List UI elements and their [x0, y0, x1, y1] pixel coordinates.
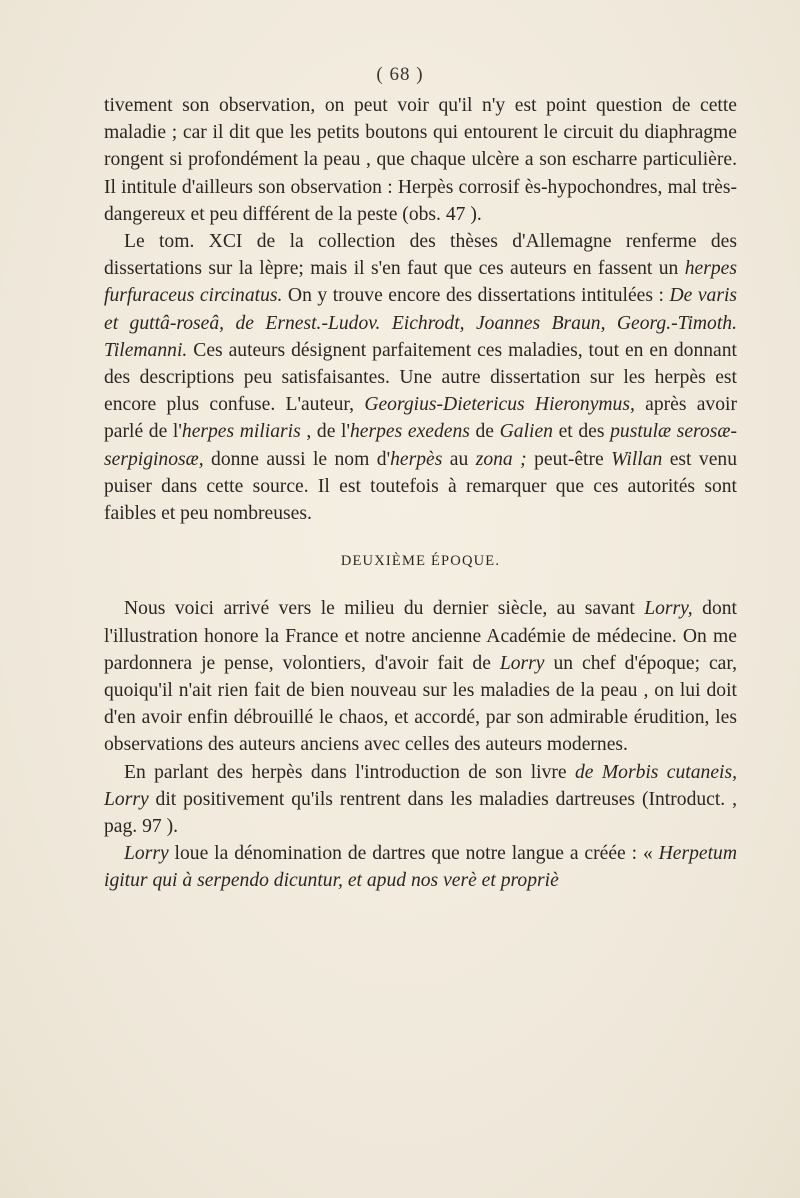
paragraph-p1: [104, 92, 737, 228]
text-run: un chef d'époque; car, quoiqu'il n'ait rien fait de bien nouveau sur les maladies de la peau , on lui doit d'en avoir enfin débrouillé le chaos, et accordé, par son admirable érudition, les observations des auteurs anciens avec celles des auteurs modernes.: [104, 652, 737, 756]
text-run: au: [442, 448, 476, 470]
text-run: tivement son observation, on peut voir qu'il n'y est point question de cette maladie ; car il dit que les petits boutons qui entourent le circuit du diaphragme rongent si profondément la peau , que chaque ulcère a son escharre particulière. Il intitule d'ailleurs son observation : Herpès corrosif ès-hypochondres, mal très-dangereux et peu différent de la peste (obs. 47 ).: [104, 95, 737, 225]
italic-text: zona ;: [475, 448, 527, 470]
italic-text: De varis et guttâ-roseâ, de Ernest.-Ludov. Eichrodt, Joannes Braun, Georg.-Timoth. Tilemanni.: [104, 285, 738, 361]
page-number: ( 68 ): [376, 64, 424, 85]
text-run: et des: [552, 421, 611, 443]
italic-text: Lorry: [499, 652, 545, 674]
italic-text: herpes furfuraceus circinatus.: [104, 258, 737, 307]
text-run: , de l': [300, 421, 350, 443]
italic-text: Willan: [611, 448, 663, 470]
italic-text: Georgius-Dietericus Hieronymus,: [364, 394, 635, 416]
paragraph-p4: [104, 759, 737, 841]
italic-text: Herpetum igitur qui à serpendo dicuntur, et apud nos verè et propriè: [104, 843, 737, 892]
text-run: peut-être: [526, 448, 612, 470]
section-heading: DEUXIÈME ÉPOQUE.: [340, 553, 501, 570]
italic-text: de Morbis cutaneis, Lorry: [104, 761, 737, 810]
text-run: après avoir parlé de l': [104, 394, 737, 443]
text-run: Ces auteurs désignent parfaitement ces maladies, tout en en donnant des descriptions peu satisfaisantes. Une autre dissertation sur les herpès est encore plus confuse. L'auteur,: [104, 339, 737, 416]
italic-text: pustulæ serosæ-serpiginosæ,: [104, 421, 737, 470]
paragraphs-before-heading: [104, 92, 737, 527]
text-run: dont l'illustration honore la France et notre ancienne Académie de médecine. On me pardonnera je pense, volontiers, d'avoir fait de: [104, 598, 737, 674]
text-run: de: [469, 421, 500, 443]
text-run: Nous voici arrivé vers le milieu du dernier siècle, au savant: [124, 598, 645, 620]
paragraph-p5: [104, 840, 737, 894]
text-run: Le tom. XCI de la collection des thèses d'Allemagne renferme des dissertations sur la lèpre; mais il s'en faut que ces auteurs en fassent un: [104, 231, 737, 280]
paragraph-p2: [104, 228, 737, 527]
paragraphs-after-heading: [104, 595, 737, 894]
italic-text: Lorry: [124, 843, 169, 865]
text-run: En parlant des herpès dans l'introduction de son livre: [124, 761, 575, 783]
text-run: dit positivement qu'ils rentrent dans les maladies dartreuses (Introduct. , pag. 97 ).: [104, 788, 737, 838]
italic-text: Lorry,: [644, 598, 693, 620]
body-text: [104, 92, 737, 895]
italic-text: herpès: [390, 448, 443, 470]
paragraph-p3: [104, 595, 737, 758]
italic-text: Galien: [499, 421, 553, 443]
text-run: On y trouve encore des dissertations intitulées :: [282, 285, 670, 307]
italic-text: herpes miliaris: [181, 421, 301, 443]
text-run: donne aussi le nom d': [203, 448, 391, 470]
text-run: est venu puiser dans cette source. Il est toutefois à remarquer que ces autorités sont faibles et peu nombreuses.: [104, 448, 738, 525]
italic-text: herpes exedens: [350, 421, 470, 443]
text-run: loue la dénomination de dartres que notre langue a créée : «: [168, 843, 659, 865]
